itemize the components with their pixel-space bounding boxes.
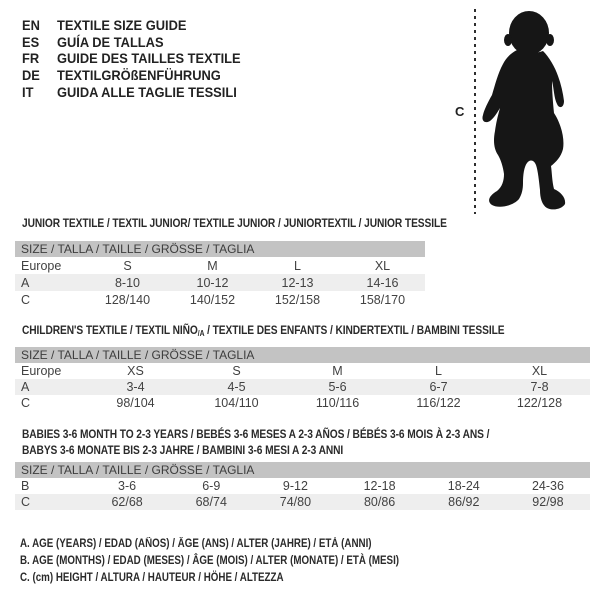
table-row	[15, 274, 425, 291]
size-cell: 158/170	[359, 292, 406, 307]
language-row	[22, 34, 241, 51]
size-cell: 10-12	[196, 275, 229, 290]
size-cell: 80/86	[363, 495, 396, 509]
size-cell: S	[123, 258, 132, 273]
size-cell: 140/152	[189, 292, 236, 307]
language-label: GUÍA DE TALLAS	[56, 33, 164, 50]
size-cell: 4-5	[227, 380, 246, 394]
size-cell: 6-9	[202, 479, 221, 493]
language-row	[22, 84, 241, 101]
row-label: C	[21, 495, 31, 509]
section-title-babies: BABIES 3-6 MONTH TO 2-3 YEARS / BEBÉS 3-6 MESES A 2-3 AÑOS / BÉBÉS 3-6 MOIS À 2-3 ANS / BABYS 3-6 MONATE BIS 2-3 JAHRE / BAMBINI 3-6 MESI A 2-3 ANNI	[22, 427, 490, 457]
row-label: B	[21, 479, 30, 493]
size-cell: 3-6	[118, 479, 137, 493]
baby-silhouette	[482, 11, 565, 209]
size-cell: 92/98	[532, 495, 564, 509]
children-size-table	[15, 347, 590, 411]
row-label: A	[21, 380, 30, 394]
size-cell: 110/116	[315, 396, 360, 410]
row-label: Europe	[21, 258, 62, 273]
babies-size-table	[15, 462, 590, 510]
legend-line: B. AGE (MONTHS) / EDAD (MESES) / ÂGE (MOIS) / ALTER (MONATE) / ETÀ (MESI)	[20, 554, 400, 567]
table-row	[15, 363, 590, 379]
table-row	[15, 257, 425, 274]
size-cell: 12-13	[281, 275, 314, 290]
row-label: A	[21, 275, 30, 290]
size-cell: 6-7	[429, 380, 448, 394]
size-cell: 74/80	[279, 495, 312, 509]
language-code: FR	[22, 50, 40, 67]
size-cell: XL	[531, 364, 548, 378]
row-label: Europe	[21, 364, 62, 378]
size-cell: L	[294, 258, 301, 273]
figure-height-label: C	[455, 104, 465, 119]
size-cell: S	[232, 364, 241, 378]
row-label: C	[21, 292, 31, 307]
size-cell: 5-6	[328, 380, 347, 394]
language-code: DE	[22, 67, 40, 84]
language-label: GUIDE DES TAILLES TEXTILE	[56, 50, 241, 67]
size-cell: XS	[127, 364, 144, 378]
language-row	[22, 50, 241, 67]
size-cell: 128/140	[104, 292, 151, 307]
size-table-header: SIZE / TALLA / TAILLE / GRÖSSE / TAGLIA	[15, 241, 425, 257]
size-cell: 122/128	[516, 396, 563, 410]
table-row	[15, 478, 590, 494]
language-code: ES	[22, 33, 40, 50]
size-cell: 12-18	[363, 479, 396, 493]
size-cell: 62/68	[111, 495, 143, 509]
legend-line: C. (cm) HEIGHT / ALTURA / HAUTEUR / HÖHE / ALTEZZA	[20, 571, 284, 584]
table-row	[15, 395, 590, 411]
size-cell: 18-24	[447, 479, 480, 493]
section-title-junior: JUNIOR TEXTILE / TEXTIL JUNIOR/ TEXTILE JUNIOR / JUNIORTEXTIL / JUNIOR TESSILE	[22, 216, 447, 230]
size-cell: 68/74	[195, 495, 227, 509]
language-label: TEXTILE SIZE GUIDE	[56, 17, 187, 33]
size-cell: 116/122	[416, 396, 461, 410]
size-cell: 24-36	[531, 479, 564, 493]
language-code: IT	[22, 83, 34, 100]
row-label: C	[21, 396, 31, 410]
size-cell: M	[207, 258, 218, 273]
size-cell: 104/110	[214, 396, 259, 410]
language-code: EN	[22, 17, 40, 33]
language-label: TEXTILGRÖßENFÜHRUNG	[56, 67, 221, 84]
size-cell: 8-10	[114, 275, 141, 290]
table-row	[15, 291, 425, 308]
language-label: GUIDA ALLE TAGLIE TESSILI	[56, 83, 237, 100]
size-table-header: SIZE / TALLA / TAILLE / GRÖSSE / TAGLIA	[15, 462, 590, 478]
size-cell: L	[435, 364, 442, 378]
size-cell: 9-12	[282, 479, 308, 493]
junior-size-table	[15, 241, 425, 308]
legend-line: A. AGE (YEARS) / EDAD (AÑOS) / ÂGE (ANS) / ALTER (JAHRE) / ETÀ (ANNI)	[20, 538, 372, 550]
size-cell: 3-4	[126, 380, 145, 394]
table-row	[15, 379, 590, 395]
table-row	[15, 494, 590, 510]
size-cell: M	[332, 364, 343, 378]
size-cell: 98/104	[116, 396, 155, 410]
size-cell: XL	[374, 258, 391, 273]
language-guide-list	[22, 17, 241, 101]
size-cell: 14-16	[366, 275, 399, 290]
size-table-header: SIZE / TALLA / TAILLE / GRÖSSE / TAGLIA	[15, 347, 590, 363]
language-row	[22, 67, 241, 84]
section-title-children: CHILDREN'S TEXTILE / TEXTIL $NIÑO_{/A}$ / TEXTILE DES ENFANTS / KINDERTEXTIL / BAMBINI TESSILE	[22, 323, 505, 338]
size-cell: 152/158	[274, 292, 321, 307]
legend-list	[20, 536, 399, 586]
language-row	[22, 17, 241, 34]
size-cell: 86/92	[448, 495, 480, 509]
size-cell: 7-8	[530, 380, 549, 394]
